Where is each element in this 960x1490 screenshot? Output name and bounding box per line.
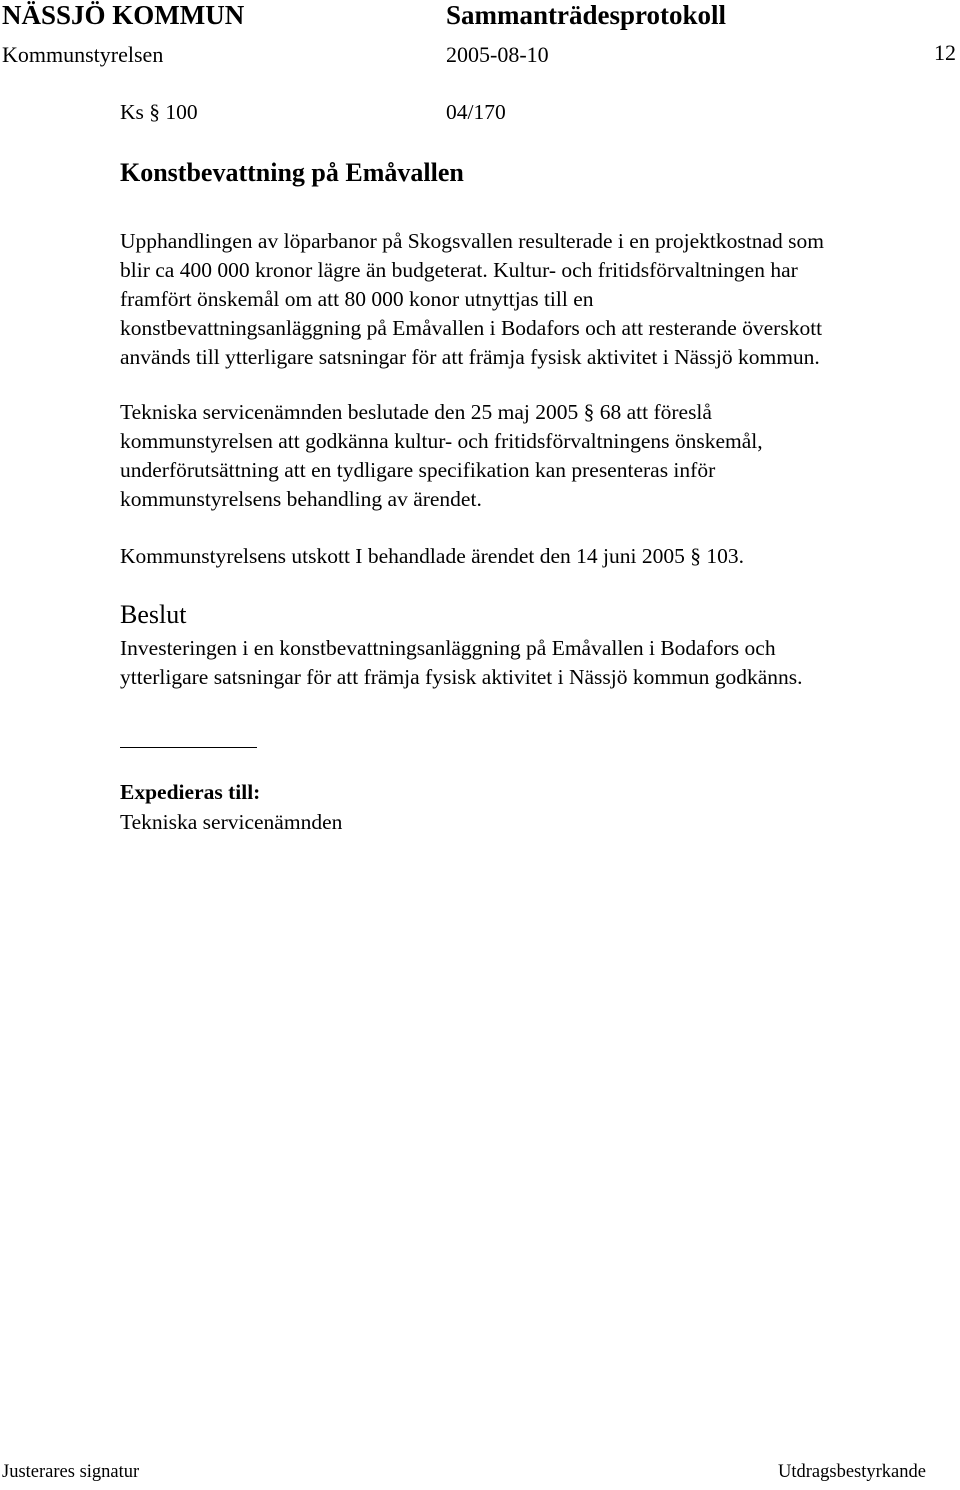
text-line: Tekniska servicenämnden beslutade den 25 maj 2005 § 68 att föreslå xyxy=(120,400,712,424)
text-line: framfört önskemål om att 80 000 konor utnyttjas till en xyxy=(120,287,594,311)
text-line: kommunstyrelsen att godkänna kultur- och fritidsförvaltningens önskemål, xyxy=(120,429,763,453)
text-line: konstbevattningsanläggning på Emåvallen i Bodafors och att resterande överskott xyxy=(120,316,823,340)
case-title: Konstbevattning på Emåvallen xyxy=(120,158,464,187)
text-line: Investeringen i en konstbevattningsanläggning på Emåvallen i Bodafors och xyxy=(120,636,776,660)
text-line: blir ca 400 000 kronor lägre än budgeterat. Kultur- och fritidsförvaltningen har xyxy=(120,258,798,282)
text-line: Kommunstyrelsens utskott I behandlade ärendet den 14 juni 2005 § 103. xyxy=(120,544,744,568)
page-number: 12 xyxy=(934,40,956,65)
paragraph-background xyxy=(120,227,824,372)
footer-signature-label: Justerares signatur xyxy=(2,1462,140,1482)
paragraph-prior-decision xyxy=(120,398,763,514)
municipality-name: NÄSSJÖ KOMMUN xyxy=(2,0,245,30)
text-line: underförutsättning att en tydligare specifikation kan presenteras inför xyxy=(120,458,716,482)
paragraph-committee-handling xyxy=(120,542,744,571)
decision-text xyxy=(120,634,802,692)
footer-certification-label: Utdragsbestyrkande xyxy=(778,1462,926,1482)
text-line: kommunstyrelsens behandling av ärendet. xyxy=(120,487,482,511)
diary-number: 04/170 xyxy=(446,100,506,124)
dispatch-label: Expedieras till: xyxy=(120,780,261,804)
dispatch-recipient: Tekniska servicenämnden xyxy=(120,810,343,834)
document-type: Sammanträdesprotokoll xyxy=(446,0,727,30)
text-line: Upphandlingen av löparbanor på Skogsvallen resulterade i en projektkostnad som xyxy=(120,229,824,253)
separator-line xyxy=(120,747,257,748)
text-line: ytterligare satsningar för att främja fysisk aktivitet i Nässjö kommun godkänns. xyxy=(120,665,803,689)
committee-name: Kommunstyrelsen xyxy=(2,42,164,67)
section-paragraph: Ks § 100 xyxy=(120,100,198,124)
meeting-date: 2005-08-10 xyxy=(446,42,549,67)
decision-heading: Beslut xyxy=(120,600,187,629)
text-line: används till ytterligare satsningar för att främja fysisk aktivitet i Nässjö kommun. xyxy=(120,345,820,369)
